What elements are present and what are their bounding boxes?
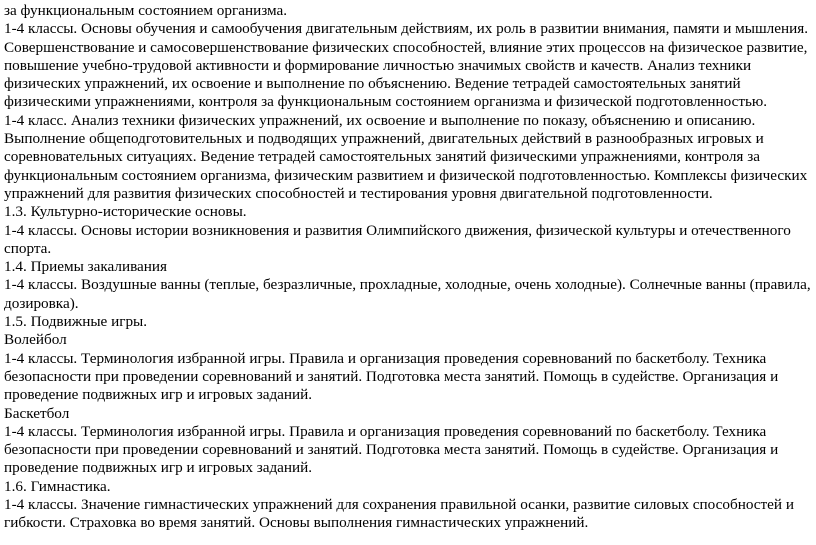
section-heading-outdoor-games: 1.5. Подвижные игры. [4, 313, 148, 331]
paragraph-olympic-history: 1-4 классы. Основы истории возникновения и развития Олимпийского движения, физической культуры и отечественного спорта. [4, 221, 791, 257]
paragraph-volleyball-content: 1-4 классы. Терминология избранной игры. Правила и организация проведения соревнований по баскетболу. Техника безопасности при проведении соревнований и занятий. Подготовка места занятий. Помощь в судействе. Организация и проведение подвижных игр и игровых заданий. [4, 349, 779, 404]
subheading-volleyball: Волейбол [4, 331, 67, 349]
section-heading-hardening: 1.4. Приемы закаливания [4, 258, 168, 276]
subheading-basketball: Баскетбол [4, 404, 70, 422]
paragraph-basketball-content: 1-4 классы. Терминология избранной игры. Правила и организация проведения соревнований по баскетболу. Техника безопасности при проведении соревнований и занятий. Подготовка места занятий. Помощь в судействе. Организация и проведение подвижных игр и игровых заданий. [4, 422, 779, 477]
section-heading-gymnastics: 1.6. Гимнастика. [4, 477, 111, 495]
paragraph-air-sun-baths: 1-4 классы. Воздушные ванны (теплые, безразличные, прохладные, холодные, очень холодные). Солнечные ванны (правила, дозировка). [4, 276, 811, 312]
paragraph-exercise-technique-analysis: 1-4 класс. Анализ техники физических упражнений, их освоение и выполнение по показу, объяснению и описанию. Выполнение общеподготовительных и подводящих упражнений, двигательных действий в разнообразных игровых и соревновательных ситуациях. Ведение тетрадей самостоятельных занятий физическими упражнениями, контроля за функциональным состоянием организма, физическим развитием и физической подготовленностью. Комплексы физических упражнений для развития физических способностей и тестирования уровня двигательной подготовленности. [4, 111, 808, 202]
paragraph-motor-learning-basics: 1-4 классы. Основы обучения и самообучения двигательным действиям, их роль в развитии внимания, памяти и мышления. Совершенствование и самосовершенствование физических способностей, влияние этих процессов на физическое развитие, повышение учебно-трудовой активности и формирование личностью значимых свойств и качеств. Анализ техники физических упражнений, их освоение и выполнение по объяснению. Ведение тетрадей самостоятельных занятий физическими упражнениями, контроля за функциональным состоянием организма и физической подготовленностью. [4, 20, 809, 111]
section-heading-cultural-historical: 1.3. Культурно-исторические основы. [4, 203, 247, 221]
text-line-continuation: за функциональным состоянием организма. [4, 2, 288, 19]
paragraph-gymnastics-content: 1-4 классы. Значение гимнастических упражнений для сохранения правильной осанки, развитие силовых способностей и гибкости. Страховка во время занятий. Основы выполнения гимнастических упражнений. [4, 496, 794, 532]
